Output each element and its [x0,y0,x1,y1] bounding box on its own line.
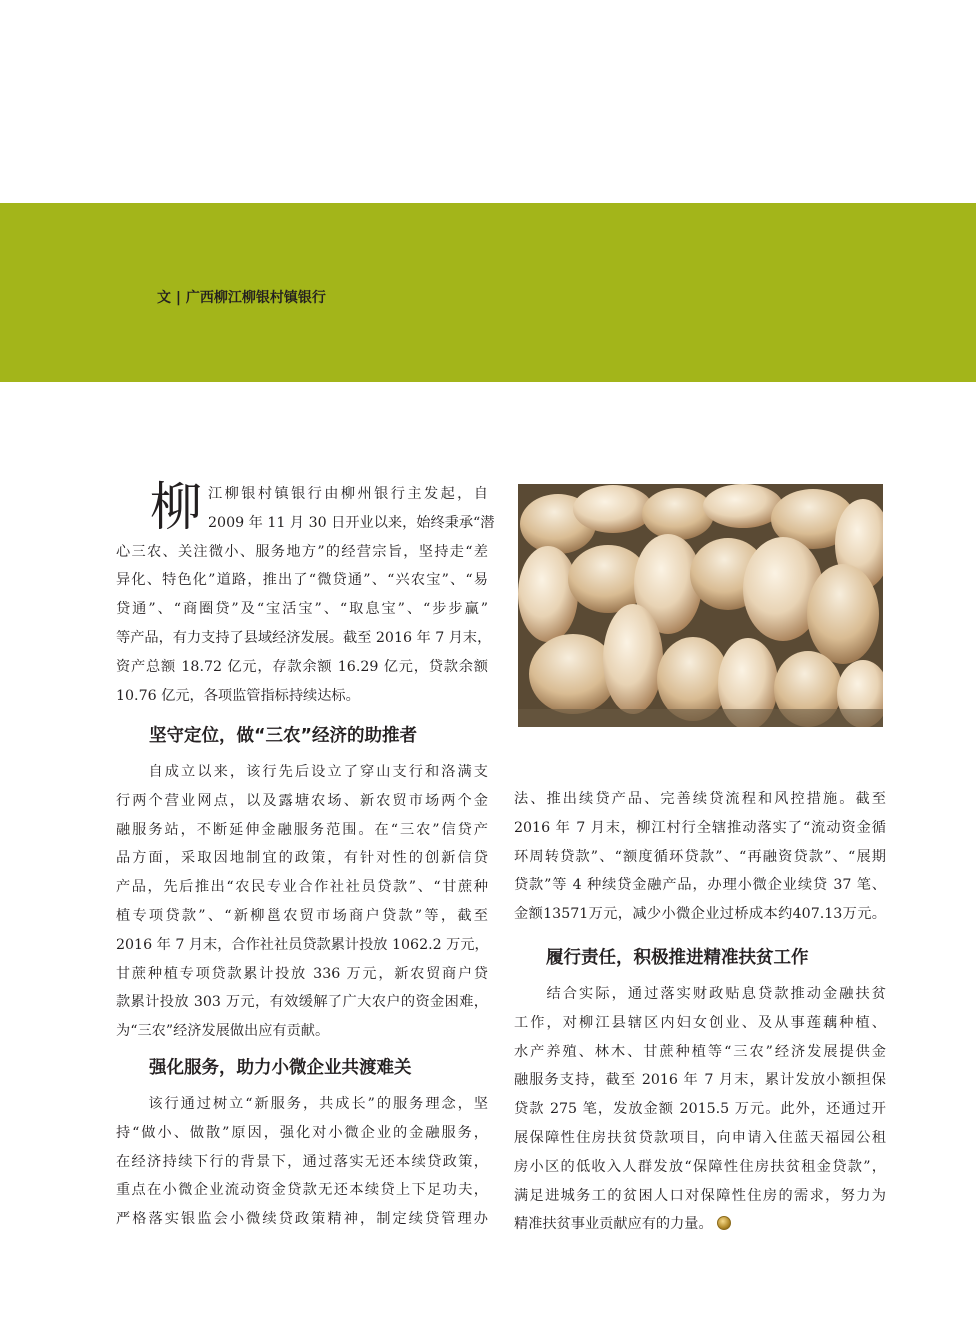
text-line: 融服务支持，截至 2016 年 7 月末，累计发放小额担保 [514,1072,886,1089]
text-line-content: 精准扶贫事业贡献应有的力量。 [514,1216,713,1233]
byline: 文 | 广西柳江柳银村镇银行 [157,290,326,306]
section2-body [116,1090,488,1234]
text-line: 工作，对柳江县辖区内妇女创业、及从事莲藕种植、 [514,1014,886,1031]
text-line [514,1210,886,1239]
text-line: 2009 年 11 月 30 日开业以来，始终秉承“潜 [208,514,495,531]
text-line: 贷通”、“商圈贷”及“宝活宝”、“取息宝”、“步步赢” [116,601,488,618]
text-line: 款累计投放 303 万元，有效缓解了广大农户的资金困难， [116,994,488,1011]
section1-body [116,758,488,1046]
text-line: 产品，先后推出“农民专业合作社社员贷款”、“甘蔗种 [116,879,488,896]
intro-block [116,478,495,710]
text-line: 在经济持续下行的背景下，通过落实无还本续贷政策， [116,1153,488,1170]
text-line: 江柳银村镇银行由柳州银行主发起，自 [208,486,488,502]
text-line: 10.76 亿元，各项监管指标持续达标。 [116,687,360,704]
text-line: 该行通过树立“新服务，共成长”的服务理念，坚 [116,1096,488,1112]
text-line: 异化、特色化”道路，推出了“微贷通”、“兴农宝”、“易 [116,572,488,589]
dropcap: 柳 [150,478,203,538]
section3-paragraph [514,980,886,1239]
section-heading-1: 坚守定位，做“三农”经济的助推者 [149,726,418,746]
intro-paragraph [116,478,495,710]
text-line: 重点在小微企业流动资金贷款无还本续贷上下足功夫， [116,1182,488,1199]
article-end-icon [717,1216,731,1230]
text-line: 持“做小、做散”原因，强化对小微企业的金融服务， [116,1124,488,1141]
text-line: 环周转贷款”、“额度循环贷款”、“再融资贷款”、“展期 [514,848,886,865]
text-line: 等产品，有力支持了县域经济发展。截至 2016 年 7 月末， [116,629,492,646]
text-line: 心三农、关注微小、服务地方”的经营宗旨，坚持走“差 [116,543,488,560]
section3-body [514,980,886,1239]
text-line: 房小区的低收入人群发放“保障性住房扶贫租金贷款”， [514,1158,886,1175]
section-heading-3: 履行责任，积极推进精准扶贫工作 [546,948,809,968]
text-line: 展保障性住房扶贫贷款项目，向申请入住蓝天福园公租 [514,1129,886,1146]
text-line: 为“三农”经济发展做出应有贡献。 [116,1023,330,1040]
lotus-root-image [518,484,883,727]
text-line: 自成立以来，该行先后设立了穿山支行和洛满支 [116,764,488,780]
lotus-root-photo [518,484,883,727]
text-line: 2016 年 7 月末，柳江村行全辖推动落实了“流动资金循 [514,819,886,836]
text-line: 品方面，采取因地制宜的政策，有针对性的创新信贷 [116,850,488,867]
section1-paragraph [116,758,488,1046]
text-line: 行两个营业网点，以及露塘农场、新农贸市场两个金 [116,792,488,809]
section2-paragraph [116,1090,488,1234]
text-line: 金额13571万元，减少小微企业过桥成本约407.13万元。 [514,906,886,923]
text-line: 2016 年 7 月末，合作社社员贷款累计投放 1062.2 万元， [116,936,489,953]
text-line: 贷款 275 笔，发放金额 2015.5 万元。此外，还通过开 [514,1101,886,1118]
header-banner [0,203,976,382]
text-line: 资产总额 18.72 亿元，存款余额 16.29 亿元，贷款余额 [116,658,488,675]
text-line: 甘蔗种植专项贷款累计投放 336 万元，新农贸商户贷 [116,965,488,982]
text-line: 植专项贷款”、“新柳邕农贸市场商户贷款”等，截至 [116,907,488,924]
section-heading-2: 强化服务，助力小微企业共渡难关 [149,1058,412,1078]
text-line: 融服务站，不断延伸金融服务范围。在“三农”信贷产 [116,821,488,838]
text-line: 法、推出续贷产品、完善续贷流程和风控措施。截至 [514,791,886,807]
section2-cont-paragraph [514,785,886,929]
text-line: 水产养殖、林木、甘蔗种植等“三农”经济发展提供金 [514,1043,886,1060]
text-line: 严格落实银监会小微续贷政策精神，制定续贷管理办 [116,1211,488,1228]
text-line: 贷款”等 4 种续贷金融产品，办理小微企业续贷 37 笔、 [514,877,886,894]
text-line: 结合实际，通过落实财政贴息贷款推动金融扶贫 [514,986,886,1002]
text-line: 满足进城务工的贫困人口对保障性住房的需求，努力为 [514,1187,886,1204]
section2-continued [514,785,886,929]
